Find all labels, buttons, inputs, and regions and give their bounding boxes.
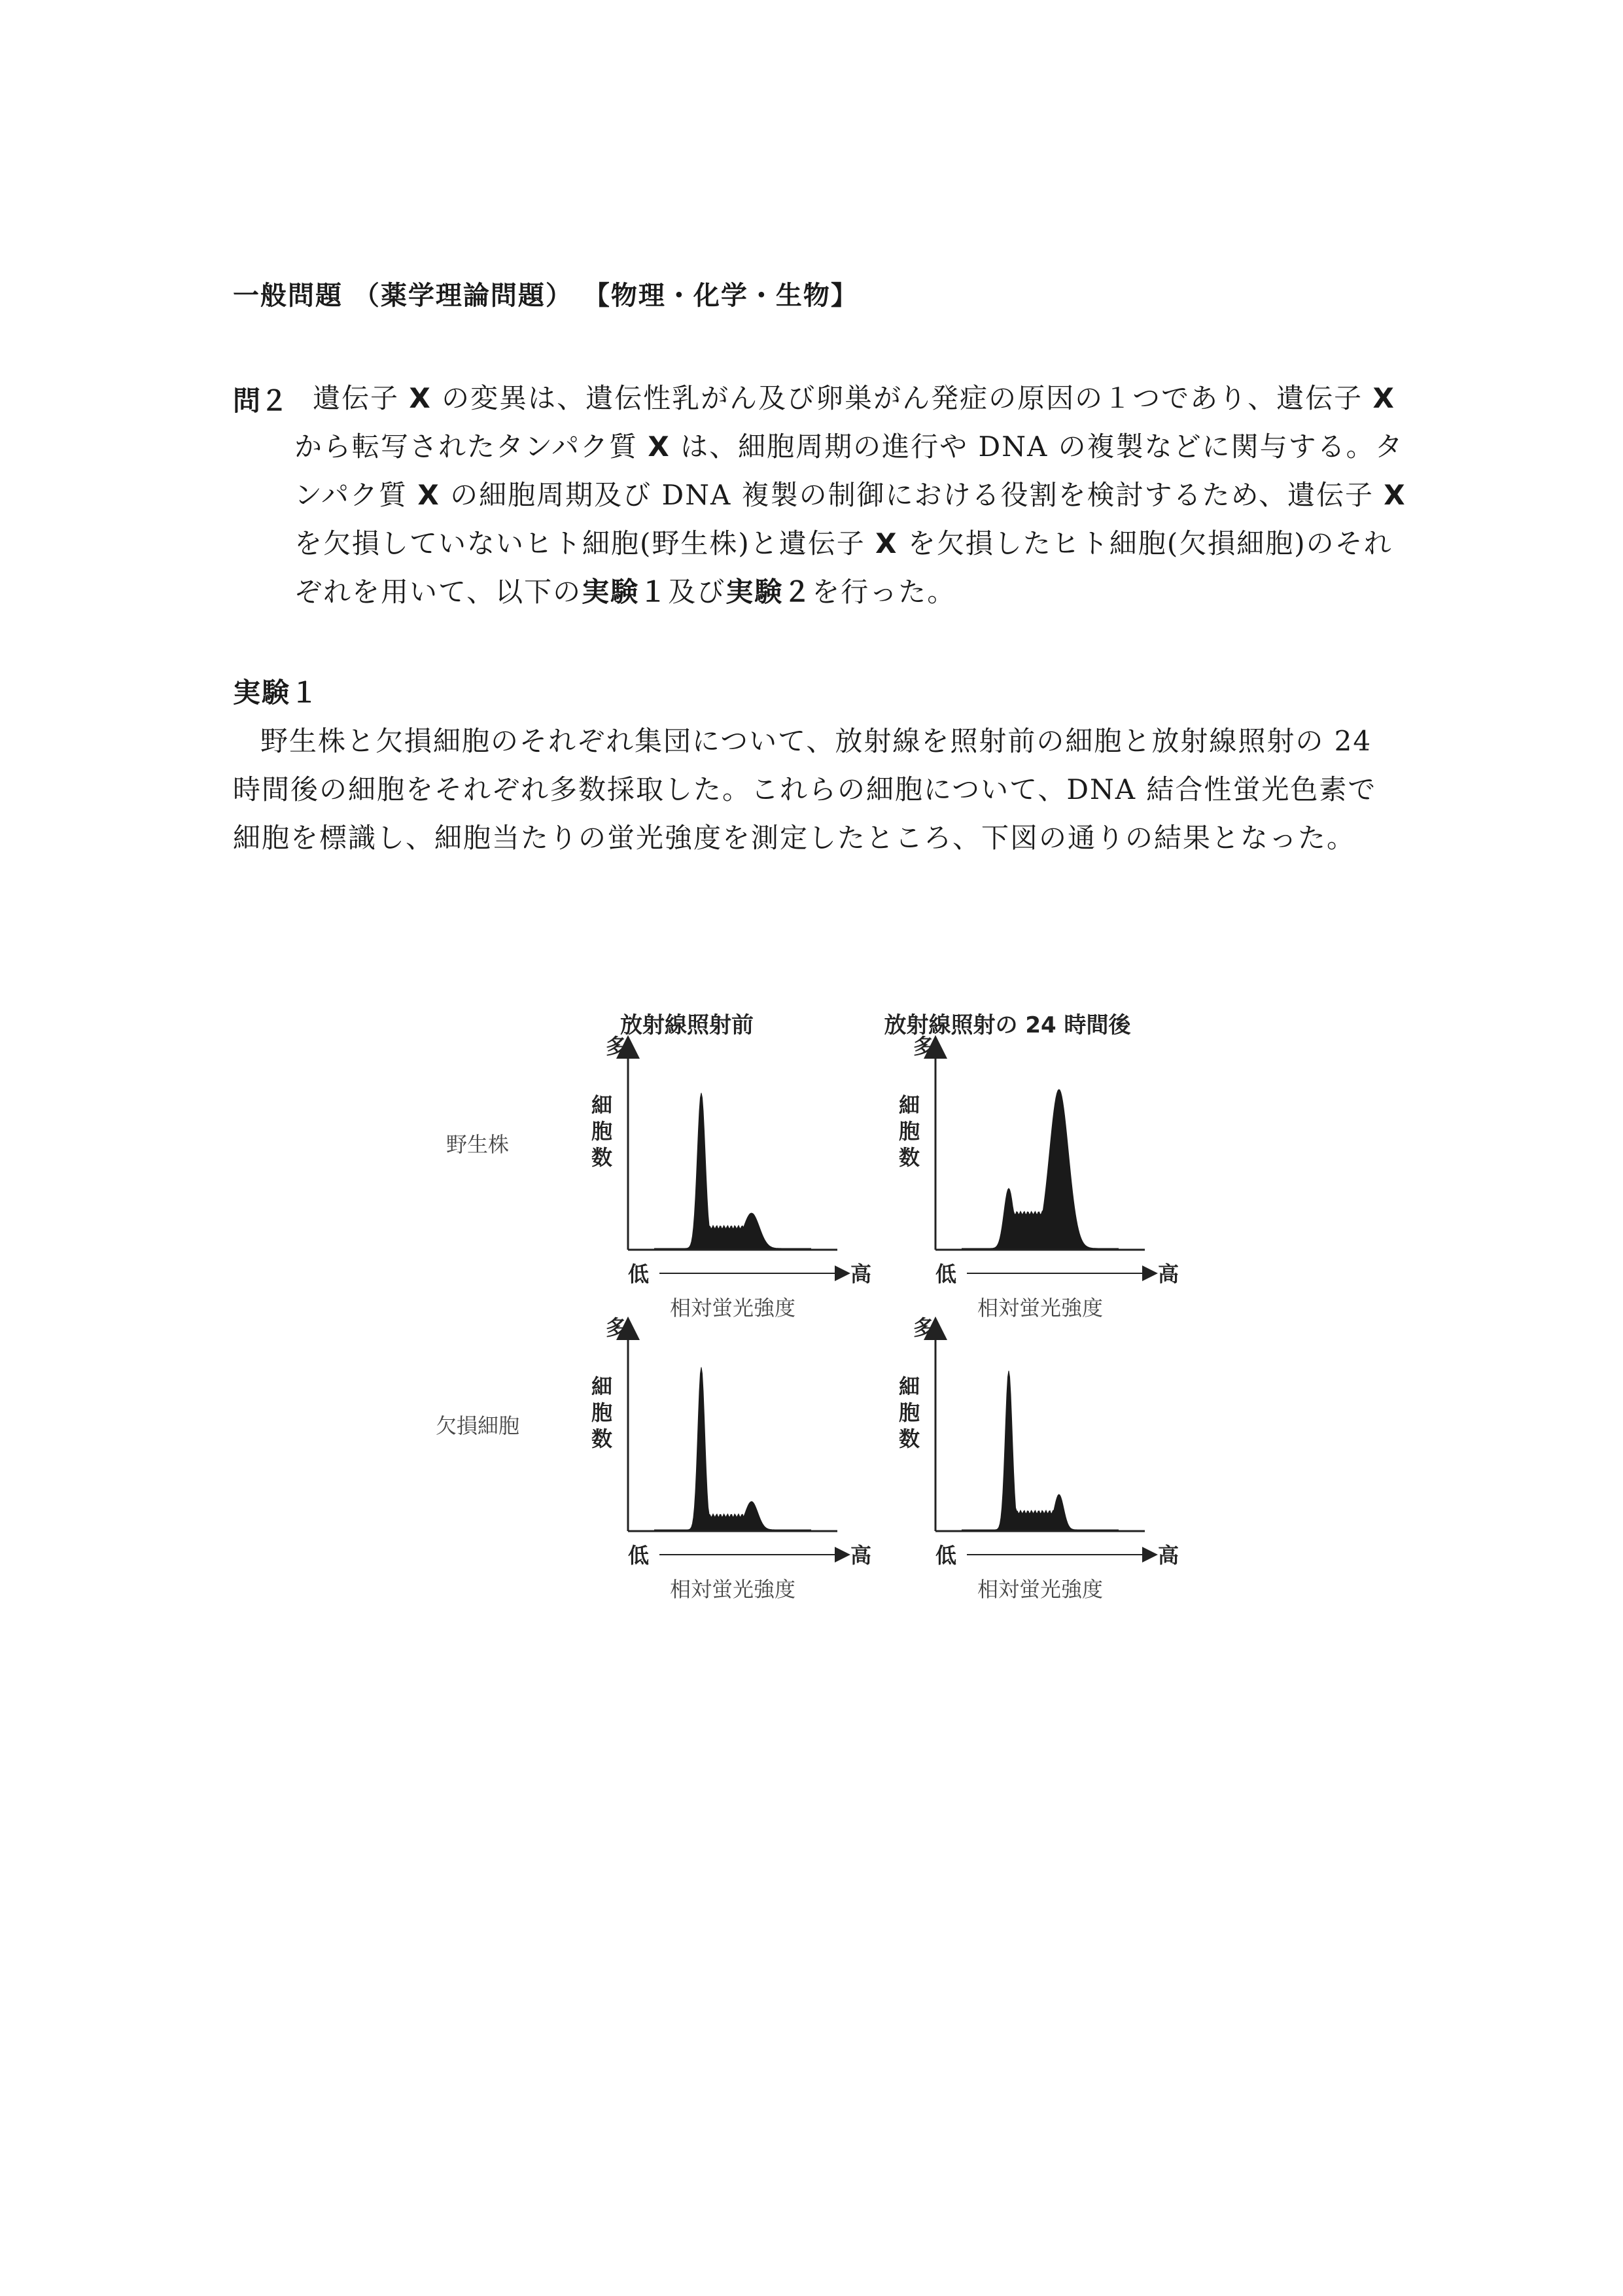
question-label: 問２ <box>233 385 288 417</box>
y-axis-label-char: 胞 <box>591 1400 613 1425</box>
y-axis-top-label: 多 <box>606 1034 627 1059</box>
x-axis-label: 相対蛍光強度 <box>669 1577 796 1602</box>
question-line-2: から転写されたタンパク質 X は、細胞周期の進行や DNA の複製などに関与する。タ <box>294 431 1404 463</box>
histogram-area <box>654 1368 811 1530</box>
column-title-after: 放射線照射の 24 時間後 <box>884 1012 1131 1038</box>
histogram-panel <box>899 1315 1179 1602</box>
page-heading: 一般問題 （薬学理論問題） 【物理・化学・生物】 <box>233 281 858 311</box>
x-axis-low-label: 低 <box>628 1262 650 1286</box>
y-axis-label-char: 細 <box>591 1374 613 1399</box>
histogram-figure <box>406 981 1230 1623</box>
histogram-area <box>654 1093 811 1248</box>
x-axis-high-label: 高 <box>1158 1262 1179 1286</box>
y-axis-label-char: 数 <box>898 1426 920 1451</box>
y-axis-label-char: 胞 <box>898 1400 920 1425</box>
y-axis-label-char: 数 <box>591 1426 613 1451</box>
experiment1-line-3: 細胞を標識し、細胞当たりの蛍光強度を測定したところ、下図の通りの結果となった。 <box>233 822 1356 854</box>
histogram-panel <box>591 1034 871 1320</box>
question-line-5: ぞれを用いて、以下の実験１及び実験２を行った。 <box>294 576 956 608</box>
y-axis-label-char: 細 <box>591 1093 613 1118</box>
row-label-knockout: 欠損細胞 <box>435 1413 520 1438</box>
x-axis-label: 相対蛍光強度 <box>977 1296 1104 1320</box>
y-axis-label-char: 胞 <box>591 1119 613 1144</box>
x-axis-low-label: 低 <box>935 1262 957 1286</box>
y-axis-top-label: 多 <box>606 1315 627 1340</box>
y-axis-label-char: 胞 <box>898 1119 920 1144</box>
y-axis-top-label: 多 <box>913 1034 935 1059</box>
x-axis-label: 相対蛍光強度 <box>977 1577 1104 1602</box>
x-axis-high-label: 高 <box>850 1543 872 1568</box>
histogram-panel <box>591 1315 871 1602</box>
x-axis-label: 相対蛍光強度 <box>669 1296 796 1320</box>
y-axis-label-char: 数 <box>591 1145 613 1170</box>
experiment1-line-1: 野生株と欠損細胞のそれぞれ集団について、放射線を照射前の細胞と放射線照射の 24 <box>260 725 1372 757</box>
x-axis-low-label: 低 <box>628 1543 650 1568</box>
histogram-area <box>962 1089 1119 1248</box>
y-axis-label-char: 細 <box>898 1093 920 1118</box>
experiment1-heading: 実験１ <box>233 677 320 709</box>
question-line-3: ンパク質 X の細胞周期及び DNA 複製の制御における役割を検討するため、遺伝子 X <box>294 479 1406 511</box>
histogram-panel <box>899 1034 1179 1320</box>
histogram-area <box>962 1371 1119 1530</box>
y-axis-top-label: 多 <box>913 1315 935 1340</box>
x-axis-high-label: 高 <box>850 1262 872 1286</box>
column-title-before: 放射線照射前 <box>620 1012 754 1038</box>
experiment1-line-2: 時間後の細胞をそれぞれ多数採取した。これらの細胞について、DNA 結合性蛍光色素で <box>233 773 1377 805</box>
x-axis-low-label: 低 <box>935 1543 957 1568</box>
x-axis-high-label: 高 <box>1158 1543 1179 1568</box>
question-line-1: 遺伝子 X の変異は、遺伝性乳がん及び卵巣がん発症の原因の１つであり、遺伝子 X <box>313 382 1395 414</box>
row-label-wildtype: 野生株 <box>445 1132 510 1157</box>
question-line-4: を欠損していないヒト細胞(野生株)と遺伝子 X を欠損したヒト細胞(欠損細胞)のそれ <box>294 527 1393 559</box>
y-axis-label-char: 細 <box>898 1374 920 1399</box>
y-axis-label-char: 数 <box>898 1145 920 1170</box>
